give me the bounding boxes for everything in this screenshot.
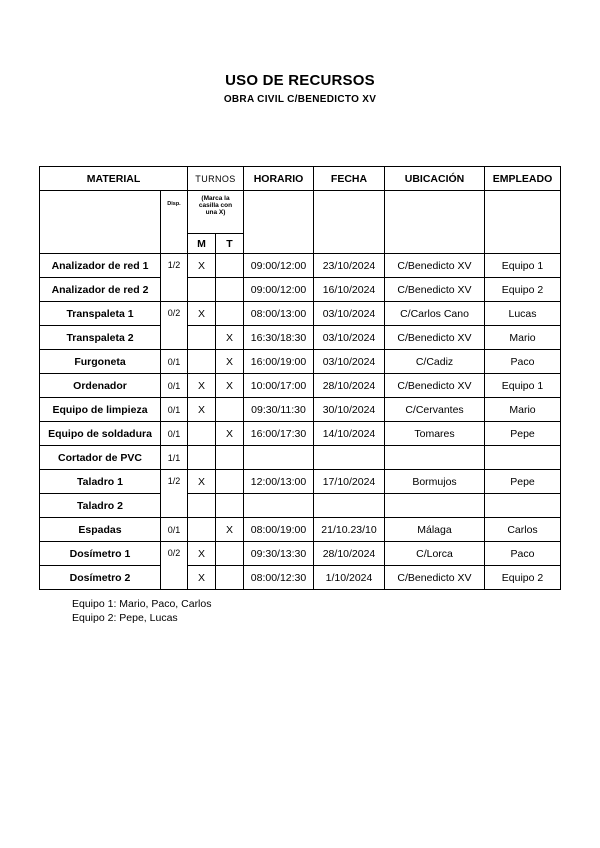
cell-empleado: [485, 494, 561, 518]
cell-material: Cortador de PVC: [40, 446, 161, 470]
cell-material: Furgoneta: [40, 350, 161, 374]
cell-material: Analizador de red 1: [40, 254, 161, 278]
cell-m: X: [188, 374, 216, 398]
cell-material: Taladro 1: [40, 470, 161, 494]
cell-fecha: 28/10/2024: [314, 374, 385, 398]
cell-material: Espadas: [40, 518, 161, 542]
cell-t: [216, 446, 244, 470]
table-row: [40, 398, 561, 422]
header-disp: Disp.: [161, 191, 188, 254]
table-row: [40, 326, 561, 350]
table-row: [40, 446, 561, 470]
cell-m: X: [188, 398, 216, 422]
cell-fecha: 30/10/2024: [314, 398, 385, 422]
header-m: M: [188, 234, 216, 254]
cell-empleado: Paco: [485, 542, 561, 566]
cell-t: X: [216, 350, 244, 374]
cell-t: [216, 254, 244, 278]
table-row: [40, 374, 561, 398]
cell-t: [216, 398, 244, 422]
header-material: MATERIAL: [40, 167, 188, 191]
cell-t: [216, 494, 244, 518]
cell-ubicacion: Málaga: [385, 518, 485, 542]
cell-t: [216, 278, 244, 302]
cell-horario: 09:00/12:00: [244, 278, 314, 302]
cell-horario: 09:30/11:30: [244, 398, 314, 422]
cell-ubicacion: Tomares: [385, 422, 485, 446]
cell-material: Dosímetro 1: [40, 542, 161, 566]
header-ubicacion: UBICACIÓN: [385, 167, 485, 191]
cell-ubicacion: C/Cervantes: [385, 398, 485, 422]
cell-horario: 09:30/13:30: [244, 542, 314, 566]
cell-horario: 16:00/17:30: [244, 422, 314, 446]
cell-ubicacion: C/Benedicto XV: [385, 566, 485, 590]
cell-empleado: Pepe: [485, 470, 561, 494]
cell-fecha: [314, 446, 385, 470]
table-row: [40, 254, 561, 278]
cell-fecha: 1/10/2024: [314, 566, 385, 590]
cell-fecha: 03/10/2024: [314, 350, 385, 374]
cell-horario: 08:00/12:30: [244, 566, 314, 590]
cell-m: [188, 518, 216, 542]
cell-horario: 16:30/18:30: [244, 326, 314, 350]
cell-t: X: [216, 374, 244, 398]
header-horario: HORARIO: [244, 167, 314, 191]
cell-t: [216, 302, 244, 326]
cell-disp: 0/1: [161, 350, 188, 374]
cell-ubicacion: C/Benedicto XV: [385, 374, 485, 398]
cell-empleado: [485, 446, 561, 470]
cell-material: Equipo de soldadura: [40, 422, 161, 446]
cell-horario: 08:00/13:00: [244, 302, 314, 326]
cell-ubicacion: C/Cadiz: [385, 350, 485, 374]
cell-ubicacion: C/Carlos Cano: [385, 302, 485, 326]
cell-fecha: 28/10/2024: [314, 542, 385, 566]
cell-horario: 10:00/17:00: [244, 374, 314, 398]
cell-ubicacion: C/Benedicto XV: [385, 326, 485, 350]
page-subtitle: OBRA CIVIL C/BENEDICTO XV: [223, 94, 377, 105]
cell-disp: 0/1: [161, 398, 188, 422]
cell-m: X: [188, 254, 216, 278]
header-fecha: FECHA: [314, 167, 385, 191]
cell-m: [188, 494, 216, 518]
cell-horario: 09:00/12:00: [244, 254, 314, 278]
cell-empleado: Lucas: [485, 302, 561, 326]
cell-m: [188, 422, 216, 446]
table-row: [40, 494, 561, 518]
table-row: [40, 422, 561, 446]
header-fecha-blank: [314, 191, 385, 254]
cell-empleado: Equipo 1: [485, 254, 561, 278]
cell-material: Equipo de limpieza: [40, 398, 161, 422]
cell-material: Analizador de red 2: [40, 278, 161, 302]
header-horario-blank: [244, 191, 314, 254]
table-row: [40, 350, 561, 374]
note-equipo-2: Equipo 2: Pepe, Lucas: [72, 612, 178, 624]
cell-t: X: [216, 422, 244, 446]
cell-fecha: 03/10/2024: [314, 302, 385, 326]
cell-m: [188, 278, 216, 302]
cell-empleado: Equipo 2: [485, 278, 561, 302]
cell-horario: [244, 494, 314, 518]
cell-material: Transpaleta 1: [40, 302, 161, 326]
note-equipo-1: Equipo 1: Mario, Paco, Carlos: [72, 598, 212, 610]
cell-empleado: Carlos: [485, 518, 561, 542]
cell-empleado: Paco: [485, 350, 561, 374]
cell-horario: 12:00/13:00: [244, 470, 314, 494]
cell-disp: 1/2: [161, 254, 188, 302]
cell-ubicacion: [385, 446, 485, 470]
cell-disp: 0/2: [161, 302, 188, 350]
header-empleado: EMPLEADO: [485, 167, 561, 191]
header-material-blank: [40, 191, 161, 254]
cell-m: X: [188, 302, 216, 326]
cell-fecha: [314, 494, 385, 518]
cell-fecha: 14/10/2024: [314, 422, 385, 446]
cell-empleado: Equipo 2: [485, 566, 561, 590]
table-row: [40, 518, 561, 542]
cell-empleado: Equipo 1: [485, 374, 561, 398]
cell-t: X: [216, 518, 244, 542]
cell-m: [188, 446, 216, 470]
cell-horario: 08:00/19:00: [244, 518, 314, 542]
cell-fecha: 21/10.23/10: [314, 518, 385, 542]
table-row: [40, 278, 561, 302]
table-row: [40, 542, 561, 566]
cell-fecha: 16/10/2024: [314, 278, 385, 302]
cell-disp: 1/1: [161, 446, 188, 470]
cell-disp: 0/1: [161, 374, 188, 398]
cell-ubicacion: Bormujos: [385, 470, 485, 494]
table-row: [40, 470, 561, 494]
cell-m: X: [188, 470, 216, 494]
cell-disp: 0/1: [161, 422, 188, 446]
header-ubicacion-blank: [385, 191, 485, 254]
cell-horario: 16:00/19:00: [244, 350, 314, 374]
resources-table: [39, 166, 561, 590]
cell-m: X: [188, 566, 216, 590]
cell-horario: [244, 446, 314, 470]
cell-empleado: Mario: [485, 398, 561, 422]
page-title: USO DE RECURSOS: [225, 72, 375, 89]
cell-m: [188, 350, 216, 374]
cell-fecha: 03/10/2024: [314, 326, 385, 350]
cell-m: [188, 326, 216, 350]
header-turnos: TURNOS: [188, 167, 244, 191]
cell-disp: 1/2: [161, 470, 188, 518]
cell-material: Ordenador: [40, 374, 161, 398]
cell-ubicacion: C/Benedicto XV: [385, 278, 485, 302]
cell-empleado: Mario: [485, 326, 561, 350]
header-t: T: [216, 234, 244, 254]
cell-t: [216, 542, 244, 566]
cell-t: X: [216, 326, 244, 350]
table-row: [40, 566, 561, 590]
cell-t: [216, 470, 244, 494]
cell-ubicacion: [385, 494, 485, 518]
table-row: [40, 302, 561, 326]
cell-t: [216, 566, 244, 590]
header-turnos-note: (Marca la casilla con una X): [188, 191, 244, 234]
cell-material: Transpaleta 2: [40, 326, 161, 350]
cell-material: Dosímetro 2: [40, 566, 161, 590]
cell-empleado: Pepe: [485, 422, 561, 446]
cell-ubicacion: C/Benedicto XV: [385, 254, 485, 278]
notes: [72, 597, 211, 625]
cell-m: X: [188, 542, 216, 566]
cell-fecha: 23/10/2024: [314, 254, 385, 278]
cell-ubicacion: C/Lorca: [385, 542, 485, 566]
header-empleado-blank: [485, 191, 561, 254]
cell-material: Taladro 2: [40, 494, 161, 518]
cell-fecha: 17/10/2024: [314, 470, 385, 494]
cell-disp: 0/2: [161, 542, 188, 590]
cell-disp: 0/1: [161, 518, 188, 542]
